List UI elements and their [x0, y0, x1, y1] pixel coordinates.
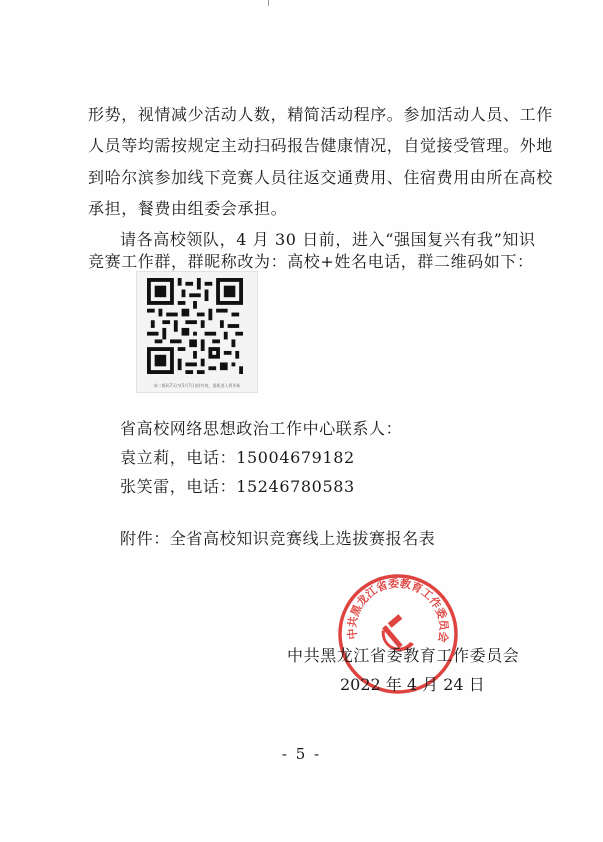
contact-1: 袁立莉，电话：15004679182 — [120, 448, 355, 467]
qr-code-card — [136, 271, 258, 393]
body-line-6: 竞赛工作群，群昵称改为：高校+姓名电话，群二维码如下： — [88, 252, 534, 271]
body-line-3: 到哈尔滨参加线下竞赛人员往返交通费用、住宿费用由所在高校 — [88, 168, 553, 187]
page-number: - 5 - — [281, 745, 322, 763]
body-line-1: 形势，视情减少活动人数，精简活动程序。参加活动人员、工作 — [88, 105, 553, 124]
attachment-line: 附件：全省高校知识竞赛线上选拔赛报名表 — [120, 529, 436, 548]
qr-caption: 该二维码7天内(5月7日前)有效，重新进入将更新 — [153, 383, 241, 388]
qr-code-image — [147, 278, 243, 374]
signature-organization: 中共黑龙江省委教育工作委员会 — [287, 646, 520, 665]
scan-mark — [268, 0, 269, 6]
body-line-4: 承担，餐费由组委会承担。 — [88, 199, 288, 218]
body-line-5: 请各高校领队，4 月 30 日前，进入“强国复兴有我”知识 — [120, 230, 536, 249]
signature-date: 2022 年 4 月 24 日 — [340, 675, 485, 694]
contact-2: 张笑雷，电话：15246780583 — [120, 477, 355, 496]
seal-text: 中共黑龙江省委教育工作委员会 — [345, 576, 451, 644]
contacts-heading: 省高校网络思想政治工作中心联系人： — [120, 419, 403, 438]
body-line-2: 人员等均需按规定主动扫码报告健康情况，自觉接受管理。外地 — [88, 136, 553, 155]
svg-text:中共黑龙江省委教育工作委员会 — [345, 576, 452, 644]
